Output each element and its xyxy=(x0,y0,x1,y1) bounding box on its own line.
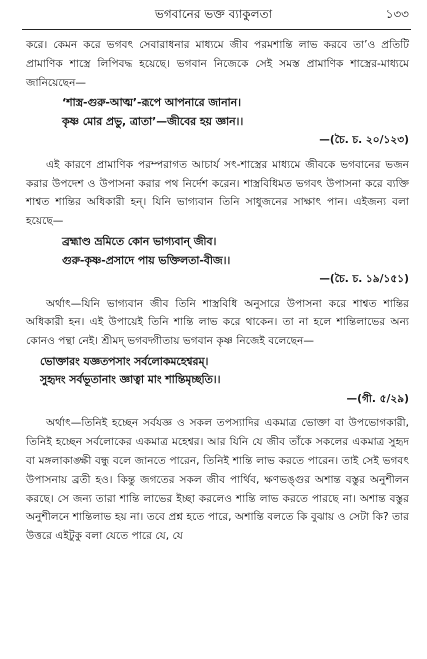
verse-3 xyxy=(26,353,409,390)
verse-line: গুরু-কৃষ্ণ-প্রসাদে পায় ভক্তিলতা-বীজ।। xyxy=(62,253,231,267)
verse-line: ‘শাস্ত্র-গুরু-আত্ম’-রূপে আপনারে জানান। xyxy=(62,96,241,110)
paragraph-2: এই কারণে প্রামাণিক পরম্পরাগত আচার্য সৎ-শাস্ত্রের মাধ্যমে জীবকে ভগবানের ভজন করার উপদেশ ও উপাসনা করার পথ নির্দেশ করেন। শাস্ত্রবিধিমত ভগবৎ উপাসনা করে ব্যক্তি শাশ্বত শান্তির অধিকারী হন্। যিনি ভাগ্যবান তিনি সাধুজনের সাক্ষাৎ পান। এইজন্য বলা হয়েছে— xyxy=(26,158,409,228)
page-number: ১৩৩ xyxy=(385,7,409,21)
citation-2: —(চৈ. চ. ১৯/১৫১) xyxy=(319,273,409,286)
page-header xyxy=(0,6,427,28)
header-rule xyxy=(22,29,411,30)
paragraph-3: অর্থাৎ—যিনি ভাগ্যবান জীব তিনি শাস্ত্রবিধি অনুসারে উপাসনা করে শাশ্বত শান্তির অধিকারী হন। এই উপায়েই তিনি শান্তি লাভ করে থাকেন। তা না হলে শান্তিলাভের অন্য কোনও পন্থা নেই। শ্রীমদ্ ভগবদ্গীতায় ভগবান কৃষ্ণ নিজেই বলেছেন— xyxy=(26,297,409,348)
page-body xyxy=(26,36,409,546)
citation-1: —(চৈ. চ. ২০/১২৩) xyxy=(319,134,409,147)
verse-line: ব্রহ্মাণ্ড ভ্রমিতে কোন ভাগ্যবান্ জীব। xyxy=(62,235,217,249)
paragraph-1: করে। কেমন করে ভগবৎ সেবারাধনার মাধ্যমে জীব পরমশান্তি লাভ করবে তা’ও প্রতিটি প্রামাণিক শাস্ত্রে লিপিবদ্ধ হয়েছে। ভগবান নিজেকে সেই সমস্ত প্রামাণিক শাস্ত্রের-মাধ্যমে জানিয়েছেন— xyxy=(26,39,409,89)
verse-2 xyxy=(26,233,409,270)
verse-1 xyxy=(26,94,409,131)
running-head: ভগবানের ভক্ত ব্যাকুলতা xyxy=(154,7,273,21)
verse-line: কৃষ্ণ মোর প্রভু, ত্রাতা’—জীবের হয় জ্ঞান।। xyxy=(62,114,244,128)
citation-3: —(গী. ৫/২৯) xyxy=(346,392,409,405)
verse-line: ভোক্তারং যজ্ঞতপসাং সর্বলোকমহেশ্বরম্। xyxy=(40,354,209,368)
verse-line: সুহৃদং সর্বভূতানাং জ্ঞাত্বা মাং শান্তিমৃচ্ছতি।। xyxy=(40,373,221,387)
paragraph-4: অর্থাৎ—তিনিই হচ্ছেন সর্বযজ্ঞ ও সকল তপস্যাদির একমাত্র ভোক্তা বা উপভোগকারী, তিনিই হচ্ছেন সর্বলোকের একমাত্র মহেশ্বর। আর যিনি যে জীব তাঁকে সকলের একমাত্র সুহৃদ বা মঙ্গলাকাঙ্ক্ষী বন্ধু বলে জানতে পারেন, তিনিই শান্তি লাভ করতে পারেন। তাই সেই ভগবৎ উপাসনায় ব্রতী হও। কিন্তু জগতের সকল জীব পার্থিব, ক্ষণভঙ্গুর অশান্ত বস্তুর অনুশীলন করছে। সে জন্য তারা শান্তি লাভের ইচ্ছা করলেও শান্তি লাভ করতে পারছে না। অশান্ত বস্তুর অনুশীলনে শান্তিলাভ হয় না। তবে প্রশ্ন হতে পারে, অশান্তি বলতে কি বুঝায় ও সেটা কি? তার উত্তরে এইটুকু বলা যেতে পারে যে, যে xyxy=(26,417,409,543)
